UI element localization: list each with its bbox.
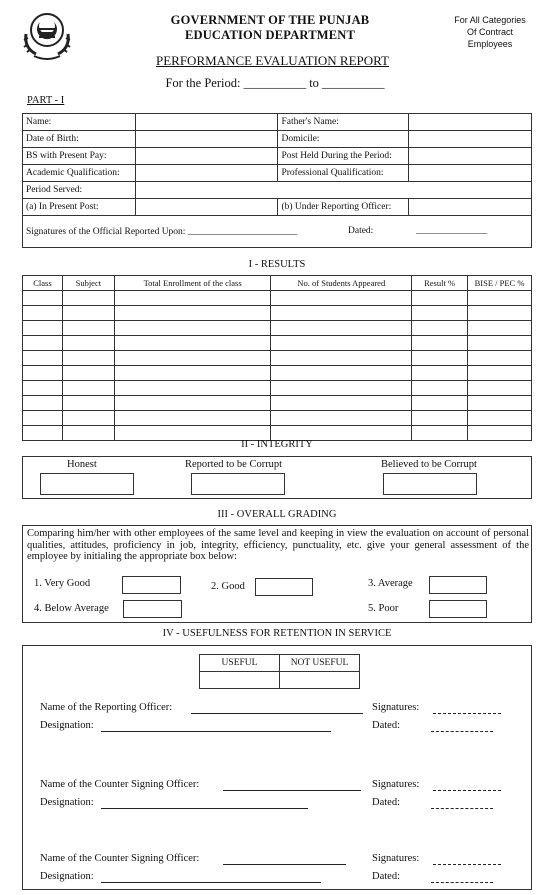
usefulness-section xyxy=(22,645,532,890)
reporting-officer-line[interactable] xyxy=(191,713,363,714)
header-note-3: Employees xyxy=(467,39,513,49)
bs-label: BS with Present Pay: xyxy=(23,148,136,165)
counter-officer-1-label: Name of the Counter Signing Officer: xyxy=(40,779,200,790)
col-result: Result % xyxy=(412,276,468,291)
integrity-heading: II - INTEGRITY xyxy=(241,439,313,450)
counter-1-designation-line[interactable] xyxy=(101,808,308,809)
reporting-dated-line[interactable] xyxy=(431,731,493,732)
counter-2-signatures-label: Signatures: xyxy=(372,853,420,864)
table-row xyxy=(23,411,532,426)
academic-field[interactable] xyxy=(135,165,278,182)
table-row xyxy=(23,291,532,306)
academic-label: Academic Qualification: xyxy=(23,165,136,182)
present-post-field[interactable] xyxy=(135,199,278,216)
header-note-2: Of Contract xyxy=(466,27,513,37)
table-row xyxy=(23,306,532,321)
table-row xyxy=(23,351,532,366)
dated-line[interactable]: _______________ xyxy=(416,226,488,236)
signatures-row xyxy=(23,216,532,248)
professional-label: Professional Qualification: xyxy=(278,165,409,182)
integrity-section xyxy=(22,456,532,499)
reporting-designation-line[interactable] xyxy=(101,731,331,732)
counter-1-dated-line[interactable] xyxy=(431,808,493,809)
believed-corrupt-checkbox[interactable] xyxy=(383,473,477,495)
counter-2-dated-label: Dated: xyxy=(372,871,400,882)
col-enrollment: Total Enrollment of the class xyxy=(114,276,271,291)
name-label: Name: xyxy=(23,114,136,131)
table-row xyxy=(23,336,532,351)
useful-label: USEFUL xyxy=(200,655,280,672)
bs-field[interactable] xyxy=(135,148,278,165)
counter-2-designation-line[interactable] xyxy=(101,882,321,883)
poor-checkbox[interactable] xyxy=(429,600,487,618)
name-field[interactable] xyxy=(135,114,278,131)
results-table xyxy=(22,275,532,441)
fathers-name-field[interactable] xyxy=(409,114,532,131)
reported-corrupt-label: Reported to be Corrupt xyxy=(185,459,283,470)
grading-instructions: Comparing him/her with other employees of the same level and keeping in view the evaluation on account of personal qualities, attitudes, proficiency in job, integrity, efficiency, punctuality, etc. give your general assessment of the employee by initialing the appropriate box below: xyxy=(27,528,529,562)
col-appeared: No. of Students Appeared xyxy=(271,276,412,291)
counter-1-signatures-label: Signatures: xyxy=(372,779,420,790)
reporting-officer-label: Name of the Reporting Officer: xyxy=(40,702,173,713)
counter-1-signatures-line[interactable] xyxy=(433,790,501,791)
poor-label: 5. Poor xyxy=(368,603,399,614)
usefulness-table xyxy=(199,654,360,689)
reporting-dated-label: Dated: xyxy=(372,720,400,731)
report-period[interactable]: For the Period: __________ to __________ xyxy=(165,76,385,90)
results-heading: I - RESULTS xyxy=(248,259,306,270)
reporting-signatures-line[interactable] xyxy=(433,713,501,714)
reporting-signatures-label: Signatures: xyxy=(372,702,420,713)
period-served-label: Period Served: xyxy=(23,182,136,199)
domicile-field[interactable] xyxy=(409,131,532,148)
believed-corrupt-label: Believed to be Corrupt xyxy=(381,459,477,470)
counter-officer-2-line[interactable] xyxy=(223,864,346,865)
good-label: 2. Good xyxy=(211,581,245,592)
col-subject: Subject xyxy=(62,276,114,291)
honest-checkbox[interactable] xyxy=(40,473,134,495)
not-useful-label: NOT USEFUL xyxy=(280,655,360,672)
personal-info-table xyxy=(22,113,532,248)
under-officer-label: (b) Under Reporting Officer: xyxy=(278,199,409,216)
counter-1-designation-label: Designation: xyxy=(40,797,94,808)
grading-section xyxy=(22,525,532,623)
counter-officer-1-line[interactable] xyxy=(223,790,361,791)
col-class: Class xyxy=(23,276,63,291)
average-label: 3. Average xyxy=(368,578,413,589)
good-checkbox[interactable] xyxy=(255,578,313,596)
counter-2-designation-label: Designation: xyxy=(40,871,94,882)
average-checkbox[interactable] xyxy=(429,576,487,594)
present-post-label: (a) In Present Post: xyxy=(23,199,136,216)
official-signatures-line[interactable]: Signatures of the Official Reported Upon: _______________________ xyxy=(26,226,298,237)
under-officer-field[interactable] xyxy=(409,199,532,216)
punjab-emblem-logo xyxy=(18,4,76,62)
table-row xyxy=(23,321,532,336)
period-served-field[interactable] xyxy=(135,182,531,199)
counter-2-dated-line[interactable] xyxy=(431,882,493,883)
dob-field[interactable] xyxy=(135,131,278,148)
reporting-designation-label: Designation: xyxy=(40,720,94,731)
table-row xyxy=(23,381,532,396)
table-row xyxy=(23,396,532,411)
grading-heading: III - OVERALL GRADING xyxy=(217,509,337,520)
report-title: PERFORMANCE EVALUATION REPORT xyxy=(155,53,389,68)
counter-1-dated-label: Dated: xyxy=(372,797,400,808)
dob-label: Date of Birth: xyxy=(23,131,136,148)
usefulness-heading: IV - USEFULNESS FOR RETENTION IN SERVICE xyxy=(162,628,392,639)
below-average-checkbox[interactable] xyxy=(123,600,182,618)
below-average-label: 4. Below Average xyxy=(34,603,109,614)
useful-checkbox[interactable] xyxy=(200,672,280,689)
very-good-checkbox[interactable] xyxy=(122,576,181,594)
professional-field[interactable] xyxy=(409,165,532,182)
reported-corrupt-checkbox[interactable] xyxy=(191,473,285,495)
part-one-label: PART - I xyxy=(27,95,65,106)
not-useful-checkbox[interactable] xyxy=(280,672,360,689)
col-bise: BISE / PEC % xyxy=(468,276,532,291)
counter-officer-2-label: Name of the Counter Signing Officer: xyxy=(40,853,200,864)
post-held-label: Post Held During the Period: xyxy=(278,148,409,165)
post-held-field[interactable] xyxy=(409,148,532,165)
header-department: EDUCATION DEPARTMENT xyxy=(184,28,356,42)
fathers-name-label: Father's Name: xyxy=(278,114,409,131)
header-government: GOVERNMENT OF THE PUNJAB xyxy=(170,13,370,27)
table-row xyxy=(23,366,532,381)
dated-label: Dated: xyxy=(348,226,374,236)
header-note-1: For All Categories xyxy=(454,15,526,25)
counter-2-signatures-line[interactable] xyxy=(433,864,501,865)
honest-label: Honest xyxy=(67,459,97,470)
very-good-label: 1. Very Good xyxy=(34,578,91,589)
domicile-label: Domicile: xyxy=(278,131,409,148)
